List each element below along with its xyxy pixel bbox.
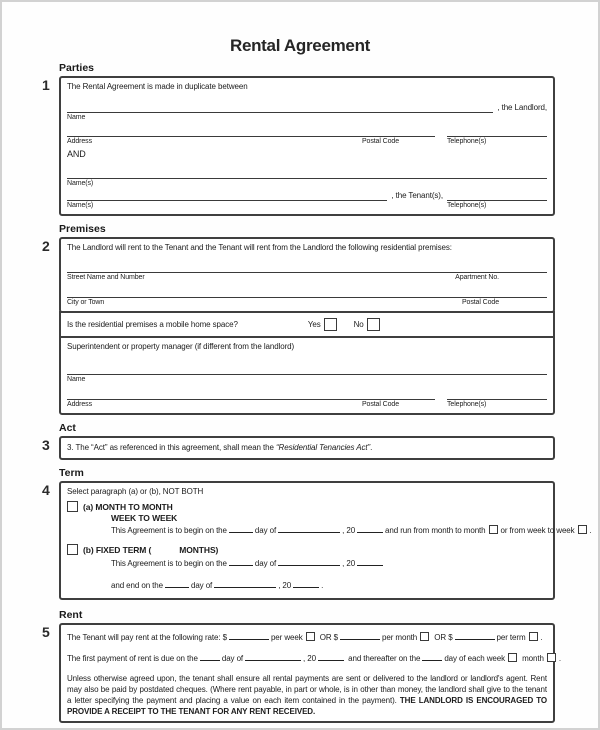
term-b-month-blank[interactable] [278, 558, 340, 566]
city-row [67, 287, 547, 307]
landlord-name-input[interactable] [67, 102, 493, 113]
first-payment-prefix: The first payment of rent is due on the [67, 654, 198, 663]
per-month-checkbox[interactable] [420, 632, 429, 641]
each-month-checkbox[interactable] [547, 653, 556, 662]
landlord-phone-col [447, 126, 547, 146]
tenant-names-input-1[interactable] [67, 168, 547, 179]
parties-box [59, 76, 555, 216]
mobile-home-yes-checkbox[interactable] [324, 318, 337, 331]
superintendent-telephone-input[interactable] [447, 389, 547, 400]
superintendent-name-input[interactable] [67, 364, 547, 375]
section-number-1: 1 [42, 77, 50, 93]
yes-label: Yes [307, 320, 321, 329]
section-heading-term: Term [59, 467, 84, 479]
section-act [42, 436, 555, 460]
tenant-names-input-2[interactable] [67, 190, 387, 201]
superintendent-telephone-label: Telephone(s) [447, 401, 487, 408]
option-b-checkbox[interactable] [67, 544, 78, 555]
superintendent-address-label: Address [67, 401, 92, 408]
tenant-names-label-1: Name(s) [67, 180, 94, 187]
term-a-day-blank[interactable] [229, 525, 253, 533]
tenant-phone-col [447, 190, 547, 210]
section-heading-premises: Premises [59, 223, 106, 235]
first-payment-year-blank[interactable] [318, 653, 344, 661]
option-a-subtitle: WEEK TO WEEK [111, 513, 178, 523]
mobile-home-no-checkbox[interactable] [367, 318, 380, 331]
street-row [67, 262, 547, 282]
term-b-year-label: , 20 [342, 559, 356, 568]
landlord-name-label: Name [67, 114, 86, 121]
term-a-year-blank[interactable] [357, 525, 383, 533]
per-term-checkbox[interactable] [529, 632, 538, 641]
term-b-end-text: and end on the [111, 581, 163, 590]
option-b-row [67, 544, 547, 555]
per-month-label: per month [382, 633, 418, 642]
each-month-label: month [522, 654, 544, 663]
premises-postal-code-label: Postal Code [461, 299, 499, 306]
superintendent-box [59, 336, 555, 415]
landlord-address-col [67, 126, 435, 146]
or-dollar-2: OR $ [434, 633, 453, 642]
premises-box [59, 237, 555, 313]
term-a-year-label: , 20 [342, 526, 356, 535]
city-input[interactable] [67, 287, 547, 298]
term-a-sentence [111, 525, 592, 537]
option-a-checkbox[interactable] [67, 501, 78, 512]
premises-intro: The Landlord will rent to the Tenant and the Tenant will rent from the Landlord the following residential premises: [67, 243, 452, 252]
tenant-names-row-2 [67, 190, 547, 210]
term-b-end-year-blank[interactable] [293, 580, 319, 588]
superintendent-address-input[interactable] [67, 389, 435, 400]
rent-month-amount-blank[interactable] [340, 632, 380, 640]
first-payment-day-blank[interactable] [200, 653, 220, 661]
term-b-year-blank[interactable] [357, 558, 383, 566]
rent-terms-bold: THE LANDLORD IS ENCOURAGED TO PROVIDE A RECEIPT TO THE TENANT FOR ANY RENT RECEIVED. [67, 696, 547, 716]
tenant-names-row-1 [67, 168, 547, 188]
tenant-telephone-label: Telephone(s) [447, 202, 487, 209]
term-b-begin-text: This Agreement is to begin on the [111, 559, 227, 568]
option-a-title: (a) MONTH TO MONTH [83, 501, 173, 512]
term-a-month-blank[interactable] [278, 525, 340, 533]
week-to-week-checkbox[interactable] [578, 525, 587, 534]
section-number-4: 4 [42, 482, 50, 498]
superintendent-name-row [67, 364, 547, 384]
page-title: Rental Agreement [229, 36, 371, 55]
first-payment-period: . [558, 654, 561, 663]
rent-term-amount-blank[interactable] [455, 632, 495, 640]
each-week-checkbox[interactable] [508, 653, 517, 662]
term-b-end-sentence [111, 580, 547, 592]
tenant-suffix: , the Tenant(s), [391, 191, 443, 200]
option-a-row [67, 501, 547, 512]
each-week-label: day of each week [444, 654, 505, 663]
section-number-5: 5 [42, 624, 50, 640]
landlord-address-label: Address [67, 138, 92, 145]
superintendent-name-label: Name [67, 376, 86, 383]
apartment-label: Apartment No. [455, 274, 499, 281]
per-term-label: per term [496, 633, 526, 642]
per-week-checkbox[interactable] [306, 632, 315, 641]
term-a-dayof-label: day of [254, 526, 277, 535]
parties-intro: The Rental Agreement is made in duplicate between [67, 82, 248, 91]
rent-rate-period: . [540, 633, 543, 642]
term-box [59, 481, 592, 600]
act-text-after: . [370, 443, 373, 452]
term-b-end-month-blank[interactable] [214, 580, 276, 588]
landlord-address-row [67, 126, 547, 146]
term-a-begin-text: This Agreement is to begin on the [111, 526, 227, 535]
section-heading-parties: Parties [59, 62, 95, 74]
superintendent-address-row [67, 389, 547, 409]
option-b-months-label: MONTHS) [179, 544, 219, 555]
term-b-dayof-label: day of [254, 559, 277, 568]
landlord-name-row [67, 102, 547, 113]
rent-rate-sentence [67, 632, 547, 644]
act-text [67, 443, 547, 453]
section-number-3: 3 [42, 437, 50, 453]
term-b-end-dayof-label: day of [190, 581, 213, 590]
thereafter-day-blank[interactable] [422, 653, 442, 661]
section-rent [42, 623, 561, 723]
landlord-suffix: , the Landlord, [497, 103, 547, 112]
first-payment-year-label: , 20 [303, 654, 316, 663]
section-heading-act: Act [59, 422, 76, 434]
first-payment-dayof-label: day of [221, 654, 244, 663]
rent-box [59, 623, 561, 723]
term-instruction: Select paragraph (a) or (b), NOT BOTH [67, 487, 204, 496]
section-parties [42, 76, 555, 216]
term-b-end-period: . [321, 581, 324, 590]
rent-terms-text: Unless otherwise agreed upon, the tenant shall ensure all rental payments are sent or delivered to the landlord or landlord's agent. Rent may also be paid by postdated cheques. (Where rent payable, in part or whole, is in other than money, the landlord shall give to the tenant a letter specifying the payment and placing a value on each item contained in the payment). [67, 674, 547, 705]
thereafter-text: and thereafter on the [348, 654, 421, 663]
street-input[interactable] [67, 262, 547, 273]
mobile-home-box [59, 311, 555, 338]
landlord-telephone-label: Telephone(s) [447, 138, 487, 145]
term-b-begin-sentence [111, 558, 547, 570]
term-b-day-blank[interactable] [229, 558, 253, 566]
city-label: City or Town [67, 299, 105, 306]
rent-rate-prefix: The Tenant will pay rent at the following rate: $ [67, 633, 227, 642]
street-label: Street Name and Number [67, 274, 145, 281]
landlord-telephone-input[interactable] [447, 126, 547, 137]
superintendent-postal-code-label: Postal Code [361, 401, 399, 408]
superintendent-phone-col [447, 389, 547, 409]
term-a-period: . [589, 526, 592, 535]
tenant-telephone-input[interactable] [447, 190, 547, 201]
and-text: AND [67, 149, 86, 159]
landlord-postal-code-label: Postal Code [361, 138, 399, 145]
rent-first-payment-sentence [67, 653, 561, 665]
term-a-run-month-text: and run from month to month [385, 526, 486, 535]
option-b-title: (b) FIXED TERM ( [83, 544, 152, 555]
per-week-label: per week [270, 633, 303, 642]
superintendent-address-col [67, 389, 435, 409]
act-box [59, 436, 555, 460]
act-text-italic: “Residential Tenancies Act” [275, 443, 371, 452]
mobile-home-question: Is the residential premises a mobile home space? [67, 320, 238, 329]
no-label: No [353, 320, 364, 329]
month-to-month-checkbox[interactable] [489, 525, 498, 534]
term-b-end-day-blank[interactable] [165, 580, 189, 588]
rent-week-amount-blank[interactable] [229, 632, 269, 640]
term-b-end-year-label: , 20 [278, 581, 292, 590]
act-text-before: 3. The “Act” as referenced in this agreement, shall mean the [67, 443, 276, 452]
first-payment-month-blank[interactable] [245, 653, 301, 661]
tenant-names-label-2: Name(s) [67, 202, 94, 209]
or-dollar-1: OR $ [319, 633, 339, 642]
superintendent-label: Superintendent or property manager (if different from the landlord) [67, 342, 295, 351]
section-heading-rent: Rent [59, 609, 83, 621]
rent-terms-paragraph [67, 673, 547, 717]
section-premises [42, 237, 555, 415]
section-number-2: 2 [42, 238, 50, 254]
term-a-run-week-text: or from week to week [500, 526, 575, 535]
form-content [42, 62, 592, 723]
section-term [42, 481, 592, 600]
landlord-address-input[interactable] [67, 126, 435, 137]
tenant-names-col [67, 190, 387, 210]
